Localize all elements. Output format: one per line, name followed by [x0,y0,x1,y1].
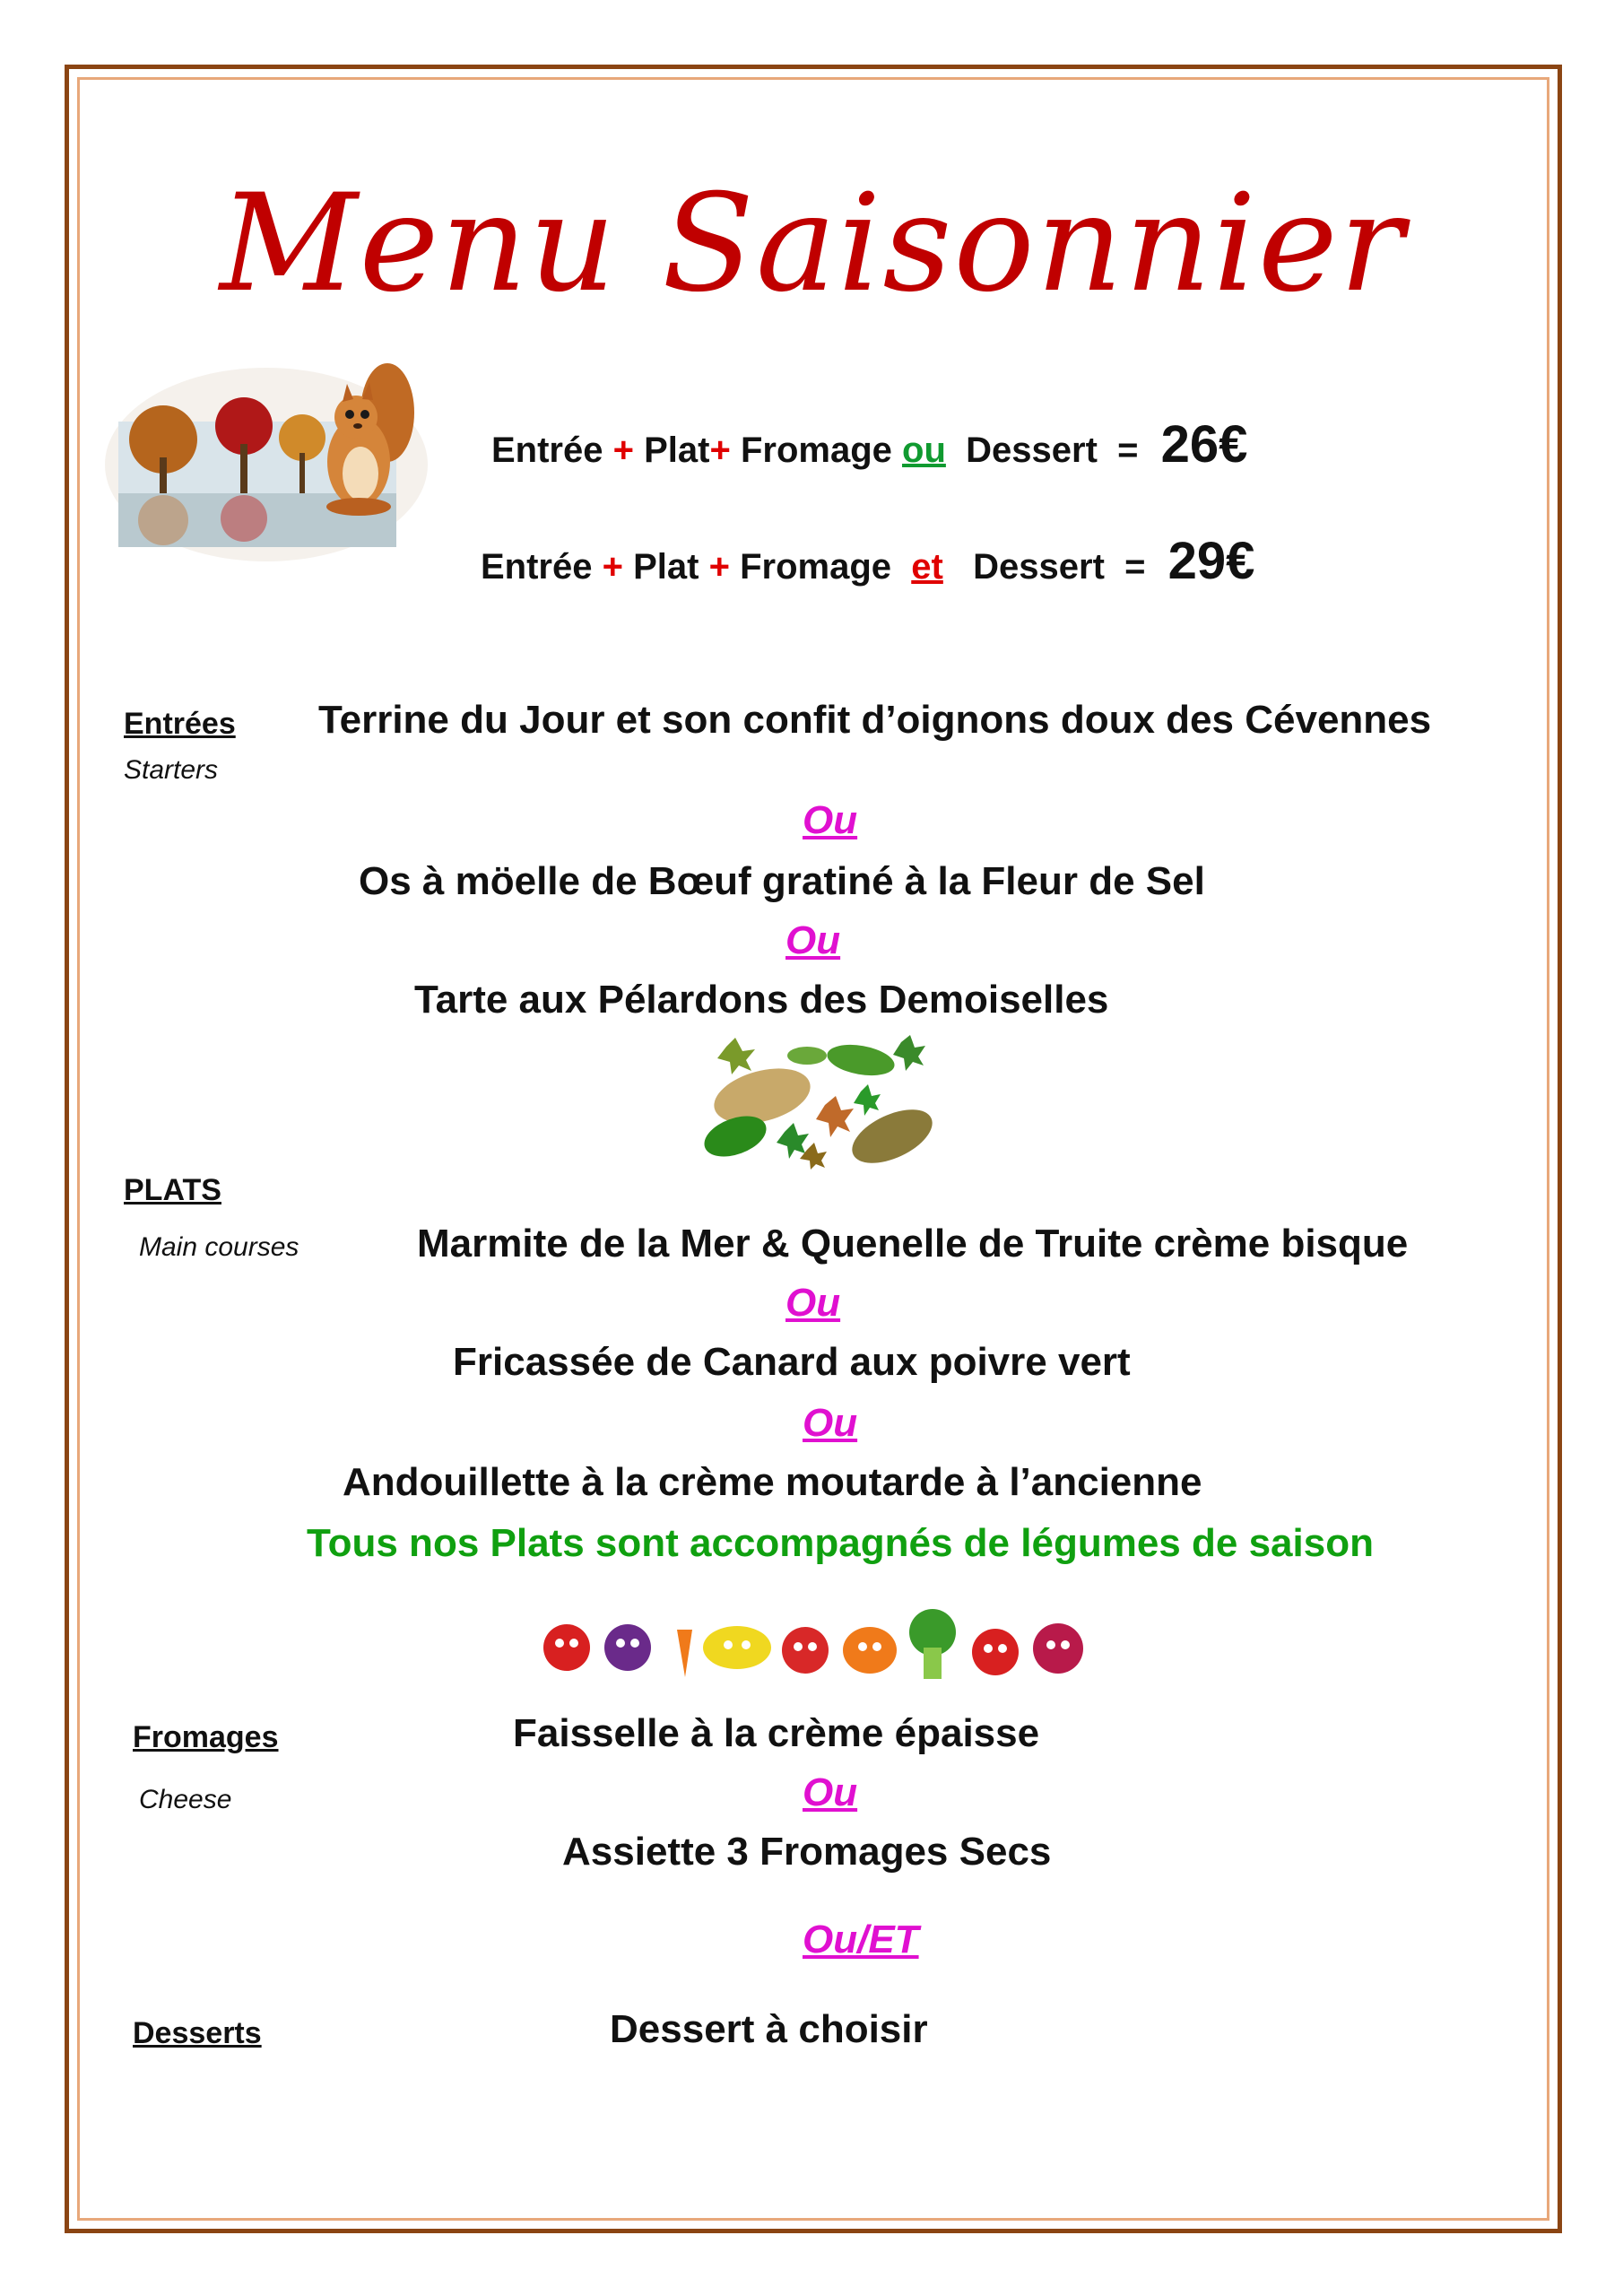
dish-entree-1: Terrine du Jour et son confit d’oignons doux des Cévennes [318,698,1432,742]
section-sublabel-starters: Starters [124,755,219,785]
autumn-leaves-image [699,1033,942,1170]
plus-sign: + [612,430,634,470]
dish-dessert-1: Dessert à choisir [610,2007,928,2051]
price-26: 26€ [1160,415,1248,474]
dish-plat-2: Fricassée de Canard aux poivre vert [453,1340,1131,1384]
section-label-fromages: Fromages [133,1720,279,1754]
equals-sign: = [1117,430,1139,470]
or-separator: Ou [803,1770,858,1814]
dish-plat-1: Marmite de la Mer & Quenelle de Truite crème bisque [417,1222,1409,1265]
formula-entree: Entrée [491,430,603,470]
section-label-desserts: Desserts [133,2016,262,2050]
price-29: 29€ [1167,532,1255,590]
formula-dessert: Dessert [966,430,1098,470]
plus-sign: + [602,547,623,587]
section-label-plats: PLATS [124,1173,221,1207]
squirrel-landscape-image [100,359,432,565]
formula-connector-ou: ou [902,430,946,470]
dish-fromage-1: Faisselle à la crème épaisse [513,1711,1040,1755]
vegetables-note: Tous nos Plats sont accompagnés de légumes de saison [307,1521,1374,1565]
formula-connector-et: et [911,547,943,587]
or-separator: Ou [803,798,858,842]
dish-entree-2: Os à möelle de Bœuf gratiné à la Fleur de Sel [359,859,1205,903]
formula-fromage: Fromage [740,547,892,587]
formula-line-2 [481,531,1254,591]
section-label-entrees: Entrées [124,707,236,741]
or-et-separator: Ou/ET [803,1918,919,1961]
plus-sign: + [709,430,731,470]
equals-sign: = [1124,547,1146,587]
dish-fromage-2: Assiette 3 Fromages Secs [562,1830,1052,1874]
formula-plat: Plat [644,430,710,470]
vegetables-image [538,1607,1103,1688]
section-sublabel-cheese: Cheese [139,1785,232,1814]
or-separator: Ou [785,918,841,962]
dish-entree-3: Tarte aux Pélardons des Demoiselles [414,978,1109,1022]
formula-fromage: Fromage [740,430,892,470]
formula-entree: Entrée [481,547,593,587]
formula-dessert: Dessert [973,547,1105,587]
or-separator: Ou [785,1281,841,1325]
dish-plat-3: Andouillette à la crème moutarde à l’ancienne [343,1460,1202,1504]
formula-line-1 [491,414,1247,474]
section-sublabel-main-courses: Main courses [139,1232,299,1262]
formula-plat: Plat [633,547,699,587]
plus-sign: + [708,547,730,587]
or-separator: Ou [803,1401,858,1445]
menu-title: Menu Saisonnier [220,166,1406,322]
